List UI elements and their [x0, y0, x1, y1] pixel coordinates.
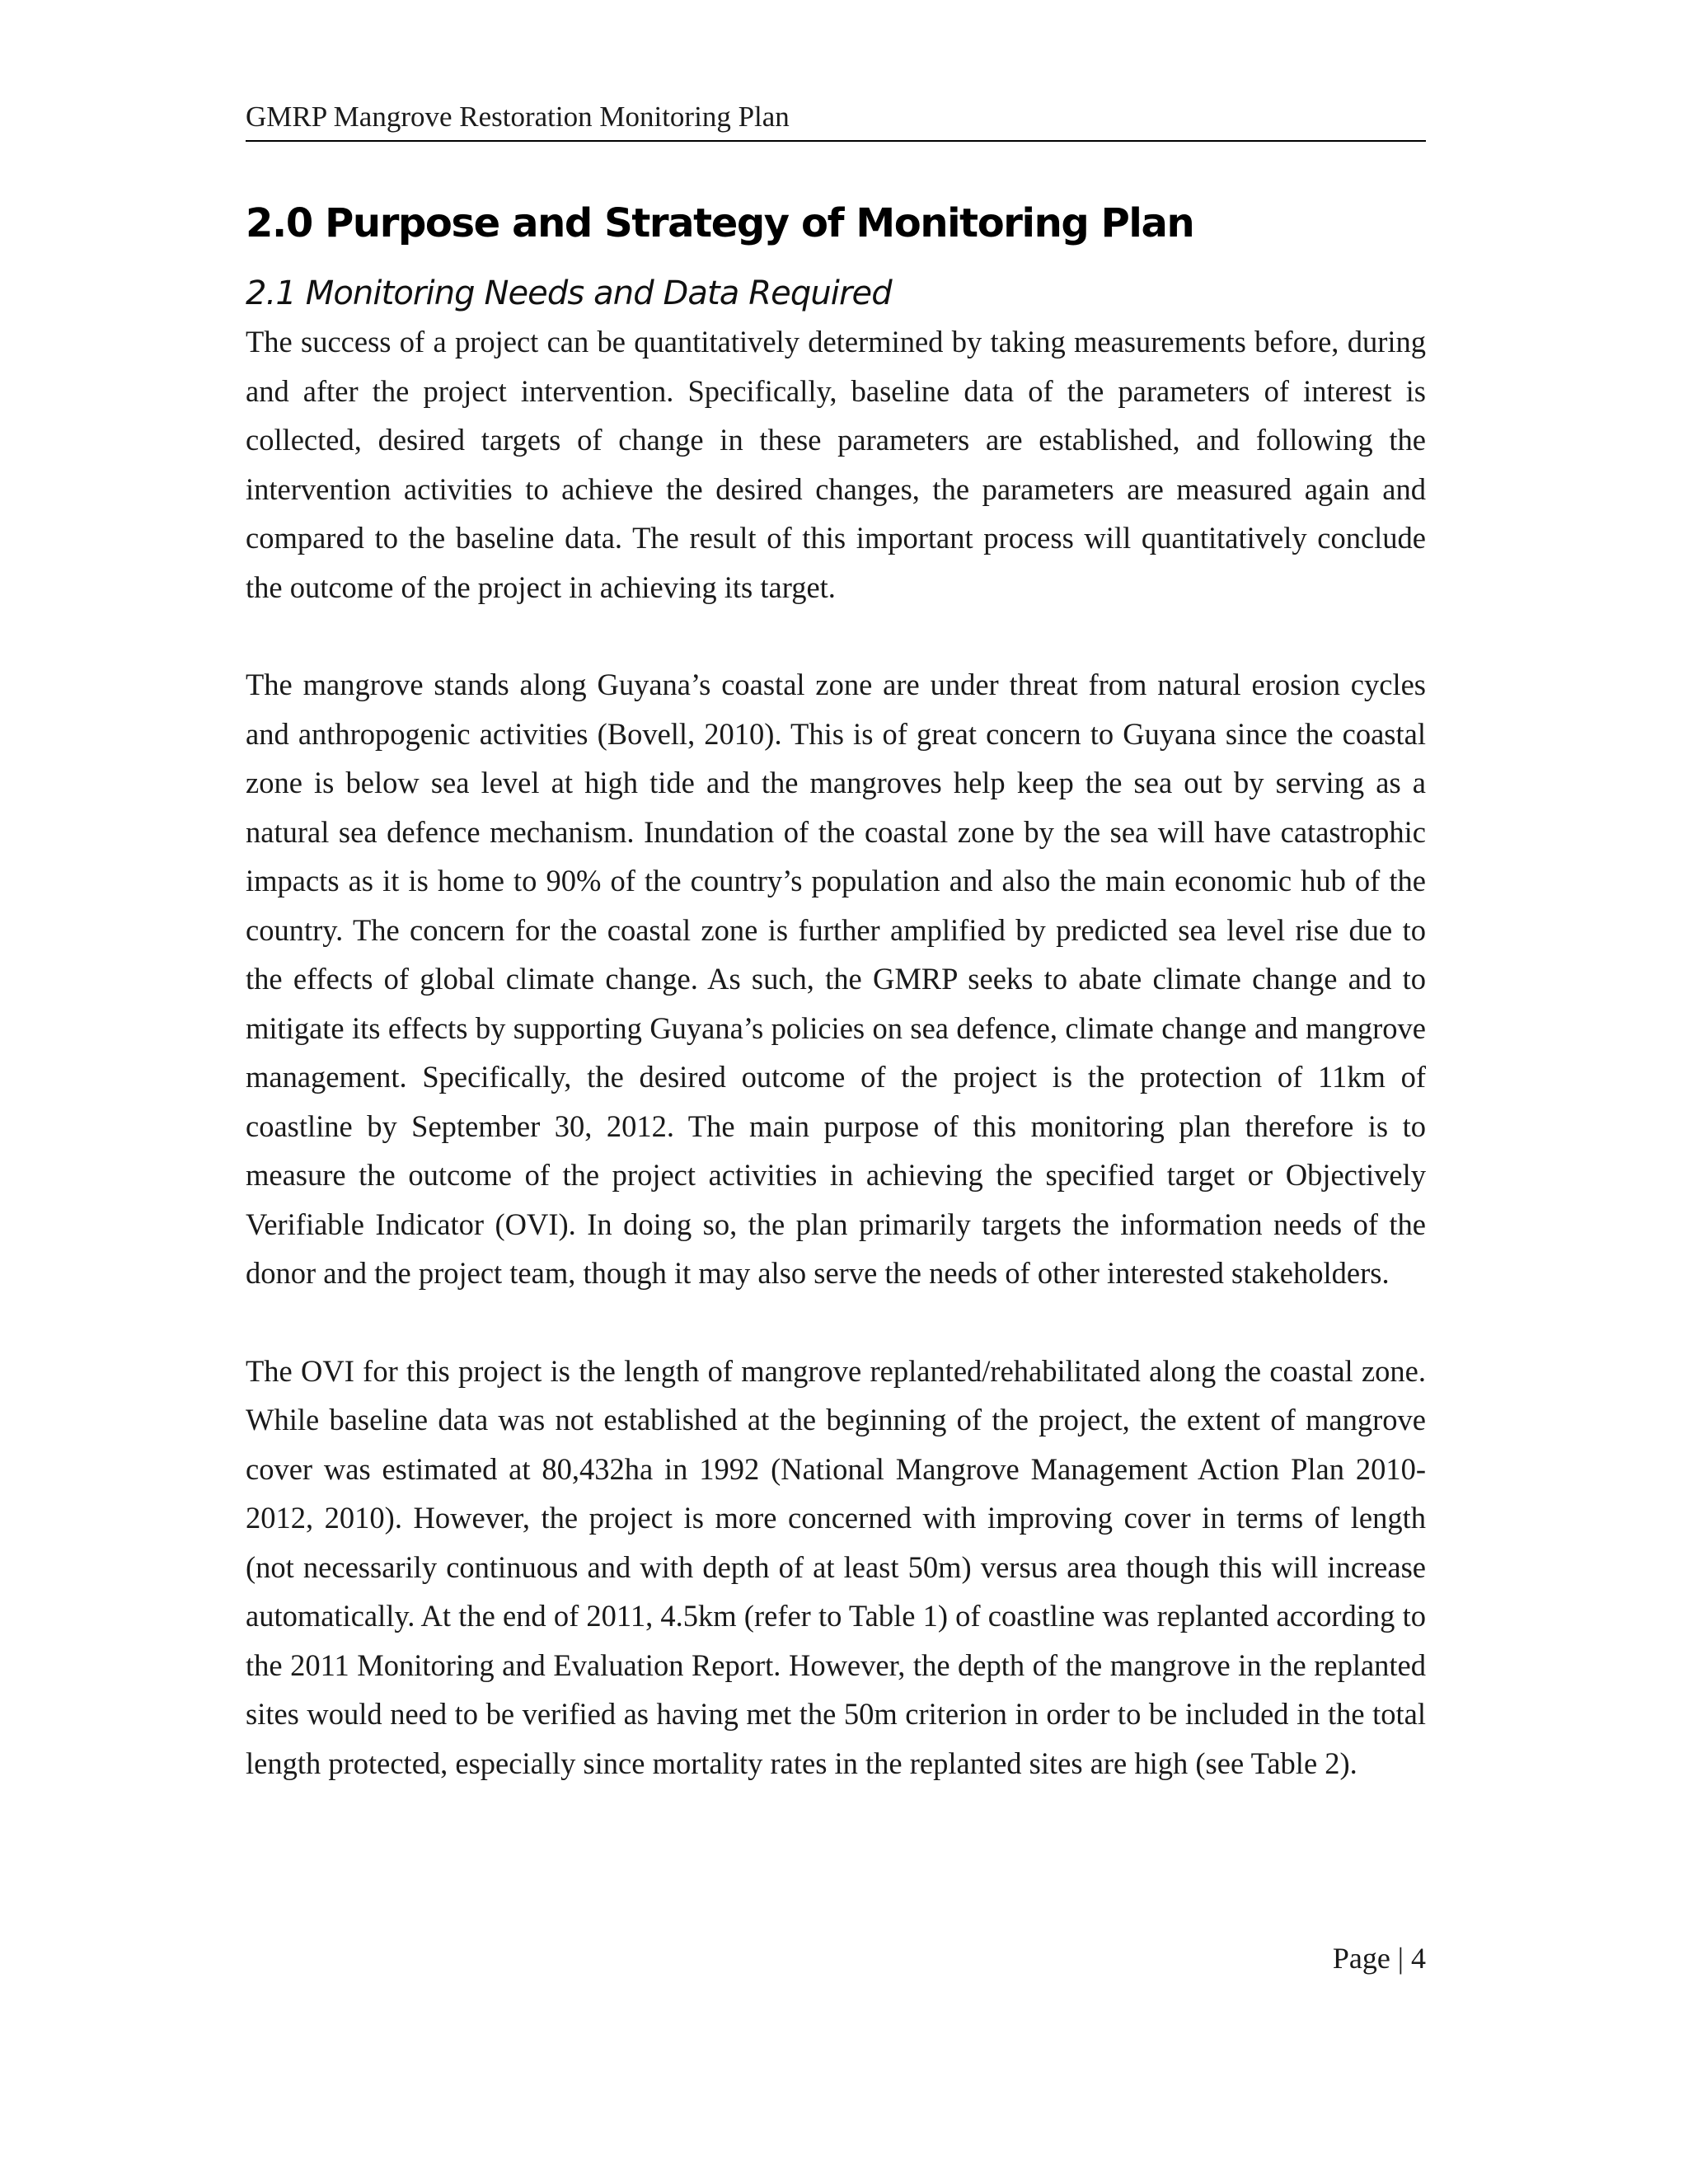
body-paragraph: The mangrove stands along Guyana’s coastal zone are under threat from natural erosion cycles and anthropogenic activities (Bovell, 2010). This is of great concern to Guyana since the coastal zone is below sea level at high tide and the mangroves help keep the sea out by serving as a natural sea defence mechanism. Inundation of the coastal zone by the sea will have catastrophic impacts as it is home to 90% of the country’s population and also the main economic hub of the country. The concern for the coastal zone is further amplified by predicted sea level rise due to the effects of global climate change. As such, the GMRP seeks to abate climate change and to mitigate its effects by supporting Guyana’s policies on sea defence, climate change and mangrove management. Specifically, the desired outcome of the project is the protection of 11km of coastline by September 30, 2012. The main purpose of this monitoring plan therefore is to measure the outcome of the project activities in achieving the specified target or Objectively Verifiable Indicator (OVI). In doing so, the plan primarily targets the information needs of the donor and the project team, though it may also serve the needs of other interested stakeholders. — [246, 668, 1426, 1290]
running-header: GMRP Mangrove Restoration Monitoring Plan — [246, 97, 1426, 142]
body-paragraph: The OVI for this project is the length of mangrove replanted/rehabilitated along the coastal zone. While baseline data was not established at the beginning of the project, the extent of mangrove cover was estimated at 80,432ha in 1992 (National Mangrove Management Action Plan 2010-2012, 2010). However, the project is more concerned with improving cover in terms of length (not necessarily continuous and with depth of at least 50m) versus area though this will increase automatically. At the end of 2011, 4.5km (refer to Table 1) of coastline was replanted according to the 2011 Monitoring and Evaluation Report. However, the depth of the mangrove in the replanted sites would need to be verified as having met the 50m criterion in order to be included in the total length protected, especially since mortality rates in the replanted sites are high (see Table 2). — [246, 1353, 1426, 1780]
page-number: Page | 4 — [1332, 1942, 1426, 1975]
section-heading: 2.0 Purpose and Strategy of Monitoring Plan — [246, 200, 1194, 246]
subsection-heading: 2.1 Monitoring Needs and Data Required — [246, 274, 892, 312]
body-paragraph: The success of a project can be quantitatively determined by taking measurements before, during and after the project intervention. Specifically, baseline data of the parameters of interest is collected, desired targets of change in these parameters are established, and following the intervention activities to achieve the desired changes, the parameters are measured again and compared to the baseline data. The result of this important process will quantitatively conclude the outcome of the project in achieving its target. — [246, 325, 1426, 604]
page-body — [246, 185, 1426, 1788]
